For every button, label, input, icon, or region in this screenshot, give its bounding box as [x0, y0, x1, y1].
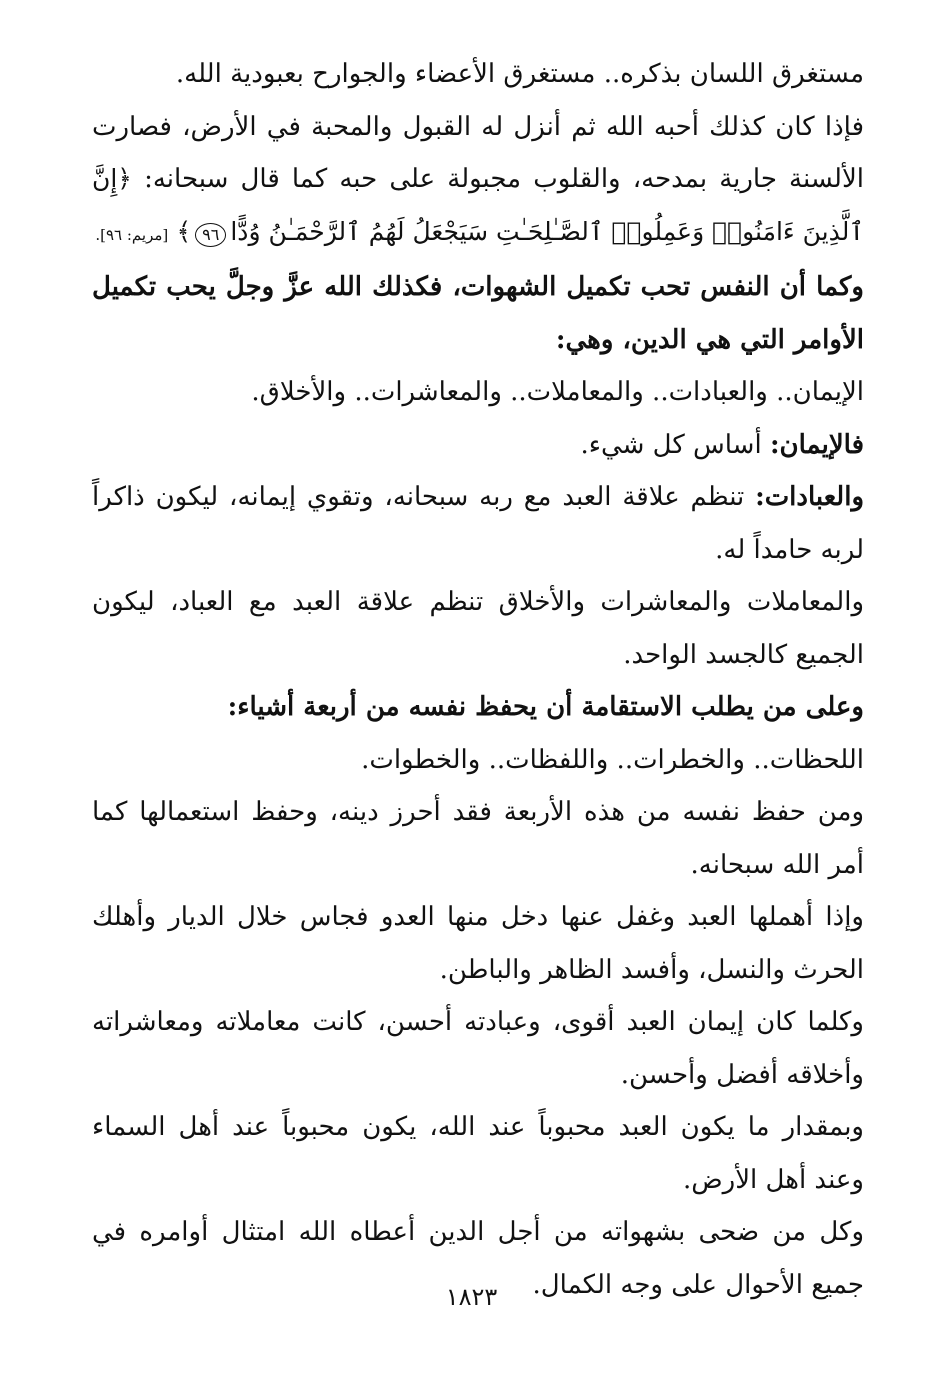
paragraph-9: وإذا أهملها العبد وغفل عنها دخل منها العدو فجاس خلال الديار وأهلك الحرث والنسل، وأفسد الظاهر والباطن. — [92, 902, 864, 985]
paragraph-5-text: تنظم علاقة العبد مع ربه سبحانه، وتقوي إيمانه، ليكون ذاكراً لربه حامداً له. — [92, 482, 864, 565]
paragraph-7: اللحظات.. والخطرات.. واللفظات.. والخطوات. — [361, 744, 864, 775]
paragraph-bold-2: وعلى من يطلب الاستقامة أن يحفظ نفسه من أربعة أشياء: — [227, 692, 864, 722]
paragraph-5 — [92, 471, 864, 576]
paragraph-4-text: أساس كل شيء. — [580, 429, 770, 460]
quran-verse-close: ﴾ — [176, 216, 192, 246]
lead-term-iman: فالإيمان: — [769, 429, 864, 460]
paragraph-1: مستغرق اللسان بذكره.. مستغرق الأعضاء والجوارح بعبودية الله. — [175, 59, 864, 89]
paragraph-8: ومن حفظ نفسه من هذه الأربعة فقد أحرز دينه، وحفظ استعمالها كما أمر الله سبحانه. — [92, 797, 864, 880]
paragraph-2 — [92, 101, 864, 262]
paragraph-11: وبمقدار ما يكون العبد محبوباً عند الله، يكون محبوباً عند أهل السماء وعند أهل الأرض. — [92, 1112, 864, 1195]
paragraph-12: وكل من ضحى بشهواته من أجل الدين أعطاه الله امتثال أوامره في جميع الأحوال على وجه الكمال. — [92, 1217, 864, 1300]
paragraph-2-text: فإذا كان كذلك أحبه الله ثم أنزل له القبول والمحبة في الأرض، فصارت الألسنة جارية بمدحه، والقلوب مجبولة على حبه كما قال سبحانه: — [92, 111, 865, 194]
lead-term-ibadat: والعبادات: — [755, 482, 864, 512]
page-number: ١٨٢٣ — [445, 1283, 498, 1311]
paragraph-4 — [92, 419, 864, 472]
quran-verse: ﴿إِنَّ ٱلَّذِينَ ءَامَنُوا۟ وَعَمِلُوا۟ ٱلصَّـٰلِحَـٰتِ سَيَجْعَلُ لَهُمُ ٱلرَّحْمَـٰنُ وُدًّا — [92, 164, 864, 246]
paragraph-bold-1: وكما أن النفس تحب تكميل الشهوات، فكذلك الله عزَّ وجلَّ يحب تكميل الأوامر التي هي الدين، وهي: — [92, 272, 864, 355]
paragraph-6: والمعاملات والمعاشرات والأخلاق تنظم علاقة العبد مع العباد، ليكون الجميع كالجسد الواحد. — [92, 587, 864, 670]
ayah-number-mark: ٩٦ — [195, 223, 226, 247]
page-body — [92, 48, 864, 1311]
paragraph-3: الإيمان.. والعبادات.. والمعاملات.. والمعاشرات.. والأخلاق. — [251, 377, 864, 407]
verse-reference: [مريم: ٩٦]. — [95, 225, 169, 244]
paragraph-10: وكلما كان إيمان العبد أقوى، وعبادته أحسن، كانت معاملاته ومعاشراته وأخلاقه أفضل وأحسن. — [92, 1007, 864, 1090]
